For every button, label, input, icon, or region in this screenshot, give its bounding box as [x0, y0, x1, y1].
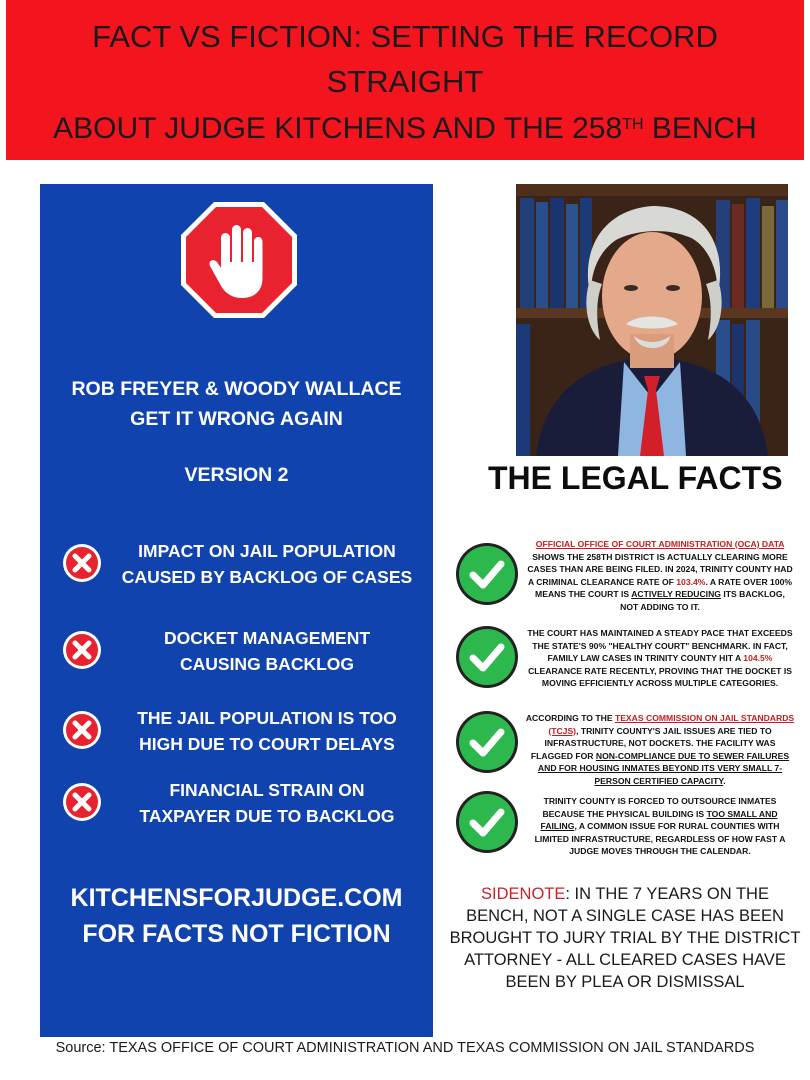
- fact-emphasis: TOO SMALL AND FAILING: [540, 808, 778, 832]
- fact-text: [525, 627, 795, 690]
- campaign-url[interactable]: KITCHENSFORJUDGE.COM: [70, 884, 403, 912]
- claim-text: [112, 705, 422, 757]
- red-x-circle-icon: [62, 630, 102, 670]
- sidenote-label: SIDENOTE: [481, 885, 566, 903]
- fiction-headline-line-1: ROB FREYER & WOODY WALLACE: [71, 378, 402, 400]
- fact-text: [525, 538, 795, 614]
- claim-item: [62, 705, 422, 761]
- header-line-3-end: BENCH: [643, 112, 757, 145]
- green-check-circle-icon: [455, 625, 519, 689]
- fact-body: . A RATE OVER 100% MEANS THE COURT IS: [535, 576, 793, 600]
- green-check-circle-icon: [455, 790, 519, 854]
- fact-emphasis: ACTIVELY REDUCING: [631, 589, 721, 600]
- fact-body: SHOWS THE 258TH DISTRICT IS ACTUALLY CLEARING MORE CASES THAN ARE BEING FILED. IN 2024, TRINITY COUNTY HAD A CRIMINAL CLEARANCE RATE OF: [527, 551, 793, 587]
- fiction-headline-line-2: GET IT WRONG AGAIN: [130, 408, 343, 430]
- claim-text: [112, 777, 422, 829]
- fact-body: CLEARANCE RATE RECENTLY, PROVING THAT THE DOCKET IS MOVING EFFICIENTLY ACROSS MULTIPLE CATEGORIES.: [528, 665, 792, 689]
- fact-text: [525, 795, 795, 858]
- claim-text-line-1: IMPACT ON JAIL POPULATION: [138, 541, 396, 561]
- criminal-clearance-rate: 103.4%: [676, 576, 706, 587]
- header-line-3-main: ABOUT JUDGE KITCHENS AND THE 258: [53, 112, 623, 145]
- fact-body: .: [723, 775, 726, 786]
- claim-item: [62, 625, 422, 681]
- red-x-circle-icon: [62, 710, 102, 750]
- fact-body: , TRINITY COUNTY'S JAIL ISSUES ARE TIED TO INFRASTRUCTURE, NOT DOCKETS. THE FACILITY WAS FLAGGED FOR: [530, 725, 776, 761]
- claim-text-line-1: THE JAIL POPULATION IS TOO: [137, 708, 397, 728]
- oca-data-source: OFFICIAL OFFICE OF COURT ADMINISTRATION (OCA) DATA: [535, 539, 785, 549]
- red-x-circle-icon: [62, 782, 102, 822]
- campaign-tagline: FOR FACTS NOT FICTION: [82, 920, 391, 948]
- claim-text-line-2: CAUSING BACKLOG: [179, 654, 355, 674]
- family-law-clearance-rate: 104.5%: [743, 653, 773, 664]
- claim-text: [112, 538, 422, 590]
- claim-text-line-1: FINANCIAL STRAIN ON: [169, 780, 365, 800]
- source-footer: Source: TEXAS OFFICE OF COURT ADMINISTRATION AND TEXAS COMMISSION ON JAIL STANDARDS: [55, 1040, 755, 1056]
- fact-body: ACCORDING TO THE: [525, 713, 615, 723]
- sidenote-text: : IN THE 7 YEARS ON THE BENCH, NOT A SINGLE CASE HAS BEEN BROUGHT TO JURY TRIAL BY THE DISTRICT ATTORNEY - ALL CLEARED CASES HAVE BEEN BY PLEA OR DISMISSAL: [449, 885, 801, 991]
- claim-item: [62, 777, 422, 833]
- green-check-circle-icon: [455, 542, 519, 606]
- legal-facts-title: THE LEGAL FACTS: [488, 460, 783, 496]
- fact-emphasis: NON-COMPLIANCE DUE TO SEWER FAILURES AND FOR HOUSING INMATES BEYOND ITS VERY SMALL 7-PERSON CERTIFIED CAPACITY: [537, 750, 790, 786]
- red-x-circle-icon: [62, 543, 102, 583]
- stop-hand-icon: [179, 200, 299, 320]
- claim-text-line-1: DOCKET MANAGEMENT: [163, 628, 371, 648]
- header-banner: [6, 0, 804, 160]
- claim-item: [62, 538, 422, 594]
- header-line-3: [6, 112, 804, 146]
- claim-text-line-2: CAUSED BY BACKLOG OF CASES: [121, 567, 413, 587]
- sidenote: [448, 883, 802, 993]
- tcjs-source: TEXAS COMMISSION ON JAIL STANDARDS (TCJS): [548, 713, 795, 736]
- header-superscript: TH: [622, 116, 644, 133]
- fiction-headline: [40, 374, 433, 434]
- judge-portrait: [516, 184, 788, 456]
- claim-text-line-2: TAXPAYER DUE TO BACKLOG: [139, 806, 395, 826]
- green-check-circle-icon: [455, 710, 519, 774]
- fact-body: THE COURT HAS MAINTAINED A STEADY PACE THAT EXCEEDS THE STATE'S 90% "HEALTHY COURT" BENCHMARK. IN FACT, FAMILY LAW CASES IN TRINITY COUNTY HIT A: [527, 628, 793, 664]
- fact-body: ITS BACKLOG, NOT ADDING TO IT.: [620, 589, 785, 612]
- campaign-site: [40, 880, 433, 952]
- fiction-panel: [40, 184, 433, 1037]
- header-line-1: FACT VS FICTION: SETTING THE RECORD: [92, 19, 718, 54]
- fact-body: TRINITY COUNTY IS FORCED TO OUTSOURCE INMATES BECAUSE THE PHYSICAL BUILDING IS: [542, 796, 777, 819]
- version-label: VERSION 2: [184, 464, 289, 486]
- fact-body: , A COMMON ISSUE FOR RURAL COUNTIES WITH LIMITED INFRASTRUCTURE, REGARDLESS OF HOW FAST A JUDGE MOVES THROUGH THE CALENDAR.: [534, 821, 786, 857]
- fact-text: [525, 712, 795, 788]
- claim-text: [112, 625, 422, 677]
- header-line-2: STRAIGHT: [326, 64, 484, 99]
- claim-text-line-2: HIGH DUE TO COURT DELAYS: [139, 734, 395, 754]
